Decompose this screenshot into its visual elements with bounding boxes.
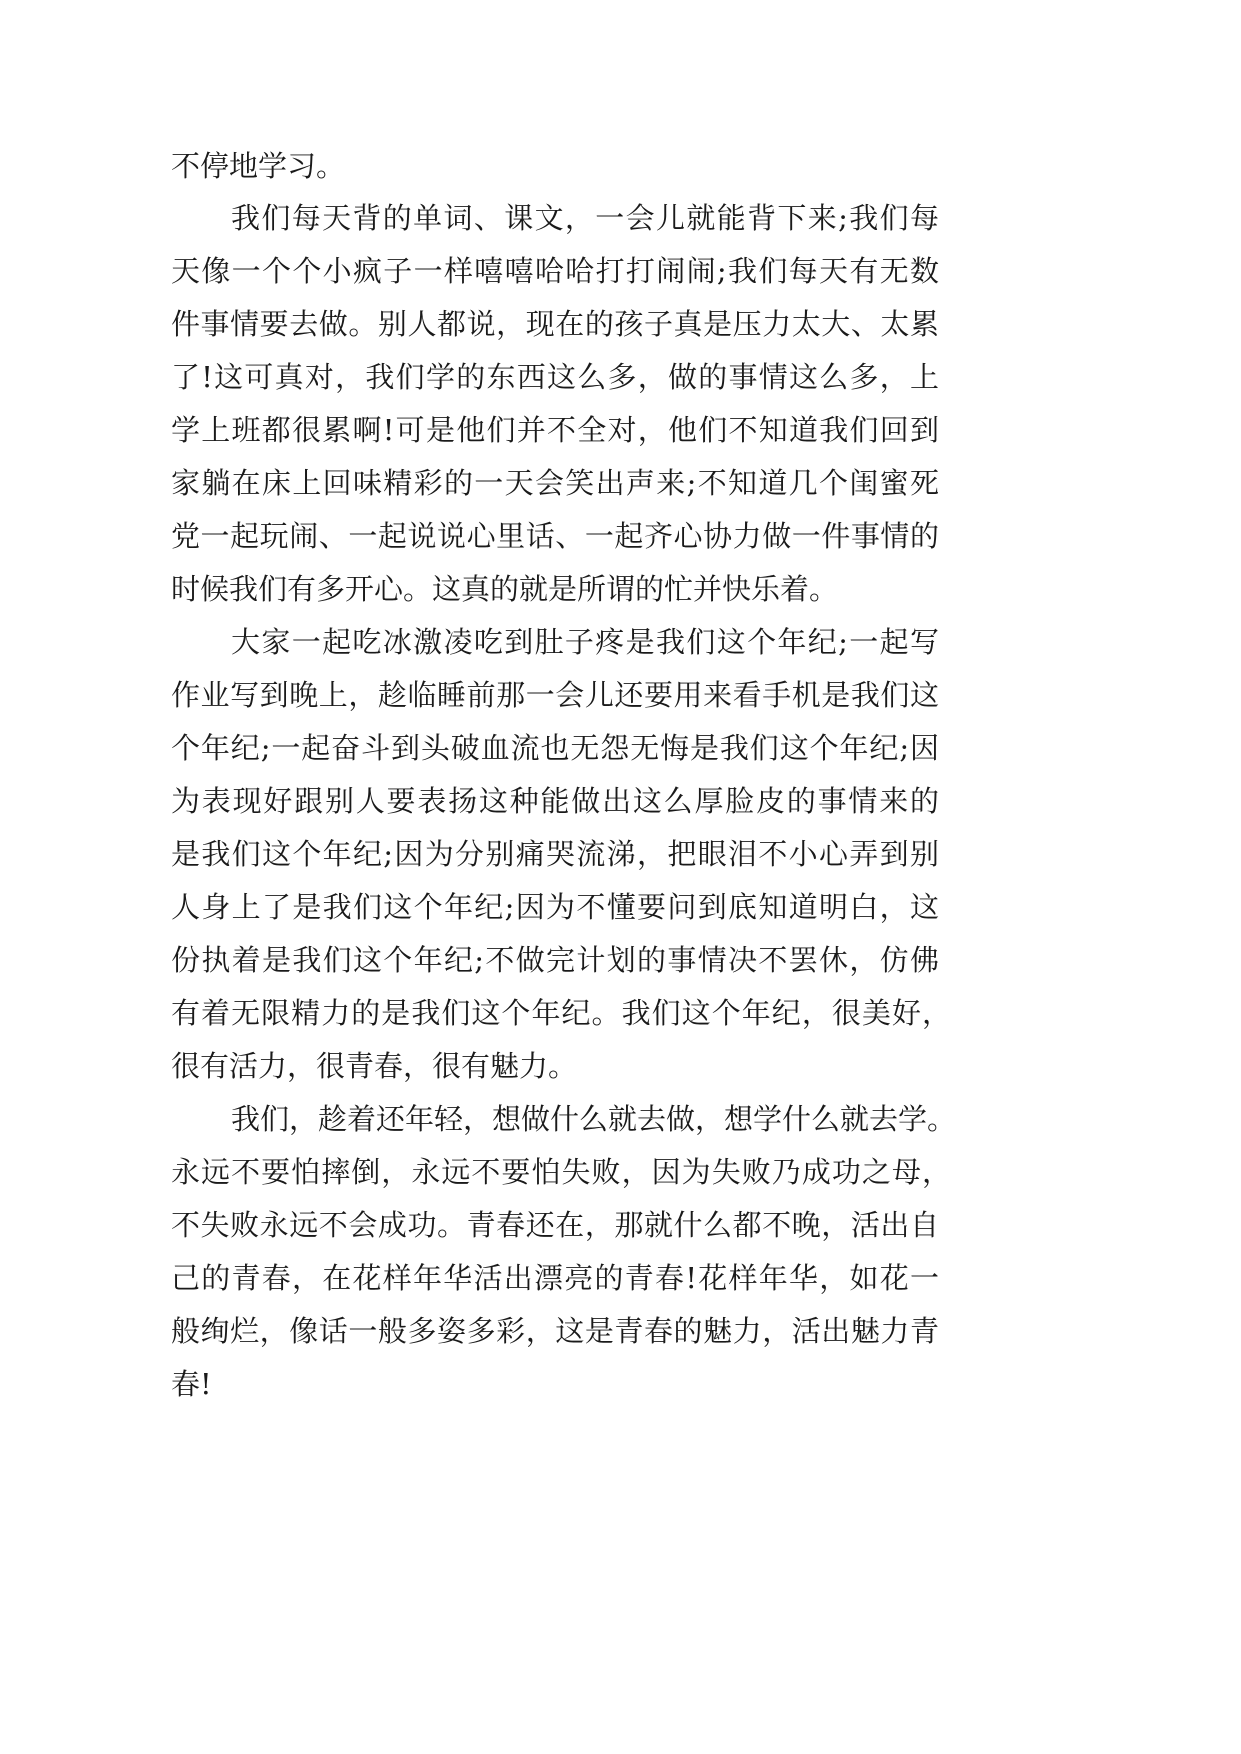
text-line: 了!这可真对，我们学的东西这么多，做的事情这么多，上 [171, 360, 939, 394]
text-line: 永远不要怕摔倒，永远不要怕失败，因为失败乃成功之母， [171, 1155, 951, 1189]
text-line: 不停地学习。 [171, 149, 346, 183]
text-line: 作业写到晚上，趁临睡前那一会儿还要用来看手机是我们这 [171, 678, 939, 712]
text-line: 党一起玩闹、一起说说心里话、一起齐心协力做一件事情的 [171, 519, 939, 553]
text-line: 春! [171, 1367, 212, 1401]
text-line: 时候我们有多开心。这真的就是所谓的忙并快乐着。 [171, 572, 839, 606]
text-line: 般绚烂，像话一般多姿多彩，这是青春的魅力，活出魅力青 [171, 1314, 939, 1348]
text-line: 是我们这个年纪;因为分别痛哭流涕，把眼泪不小心弄到别 [171, 837, 939, 871]
text-line: 我们，趁着还年轻，想做什么就去做，想学什么就去学。 [231, 1102, 957, 1136]
text-line: 大家一起吃冰激凌吃到肚子疼是我们这个年纪;一起写 [231, 625, 939, 659]
text-line: 己的青春，在花样年华活出漂亮的青春!花样年华，如花一 [171, 1261, 939, 1295]
text-line: 学上班都很累啊!可是他们并不全对，他们不知道我们回到 [171, 413, 939, 447]
text-line: 有着无限精力的是我们这个年纪。我们这个年纪，很美好， [171, 996, 951, 1030]
text-line: 我们每天背的单词、课文，一会儿就能背下来;我们每 [231, 201, 939, 235]
text-line: 人身上了是我们这个年纪;因为不懂要问到底知道明白，这 [171, 890, 939, 924]
text-line: 家躺在床上回味精彩的一天会笑出声来;不知道几个闺蜜死 [171, 466, 939, 500]
text-line: 个年纪;一起奋斗到头破血流也无怨无悔是我们这个年纪;因 [171, 731, 939, 765]
text-line: 件事情要去做。别人都说，现在的孩子真是压力太大、太累 [171, 307, 939, 341]
text-line: 不失败永远不会成功。青春还在，那就什么都不晚，活出自 [171, 1208, 939, 1242]
text-line: 为表现好跟别人要表扬这种能做出这么厚脸皮的事情来的 [171, 784, 939, 818]
text-line: 份执着是我们这个年纪;不做完计划的事情决不罢休，仿佛 [171, 943, 939, 977]
text-line: 很有活力，很青春，很有魅力。 [171, 1049, 578, 1083]
text-line: 天像一个个小疯子一样嘻嘻哈哈打打闹闹;我们每天有无数 [171, 254, 939, 288]
